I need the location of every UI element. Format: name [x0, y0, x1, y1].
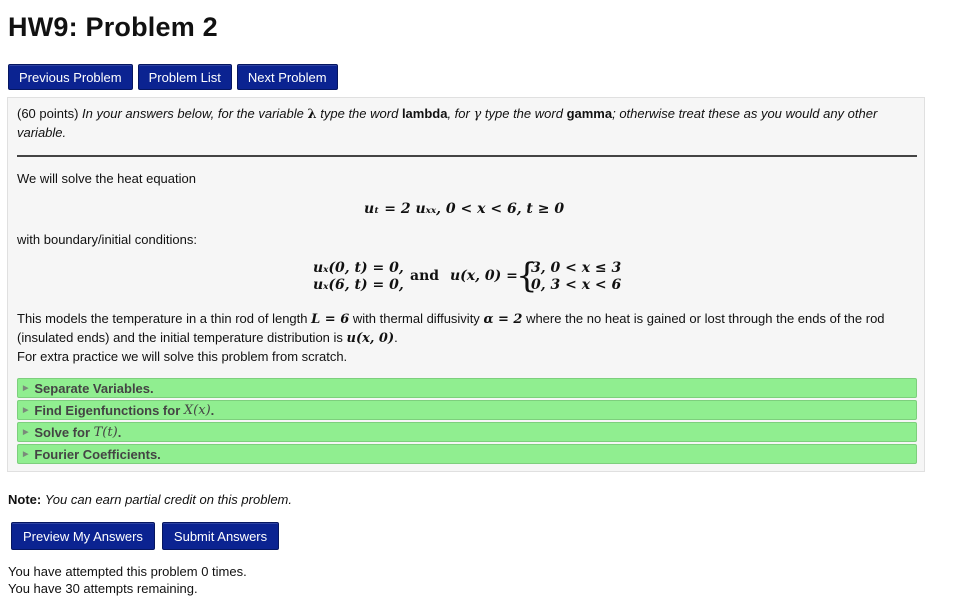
step-label: Find Eigenfunctions for	[34, 402, 181, 418]
chevron-right-icon: ▶	[23, 451, 29, 458]
initial-case-1: 3, 0 < x ≤ 3	[531, 260, 622, 276]
step-fourier-coefficients[interactable]	[17, 444, 917, 464]
step-math: T(t)	[93, 424, 118, 440]
step-find-eigenfunctions[interactable]	[17, 400, 917, 420]
note-text: You can earn partial credit on this problem.	[44, 492, 292, 507]
step-label: Separate Variables.	[34, 380, 154, 396]
left-brace-icon: {	[516, 256, 538, 296]
practice-text: For extra practice we will solve this problem from scratch.	[17, 349, 348, 364]
note-label: Note:	[8, 492, 42, 507]
attempts-remaining: You have 30 attempts remaining.	[8, 581, 198, 596]
models-text-2: with thermal diffusivity	[352, 311, 480, 326]
step-label: Fourier Coefficients.	[34, 446, 161, 462]
problem-instructions	[17, 105, 907, 142]
step-math: X(x)	[183, 402, 211, 418]
step-solve-for-t[interactable]	[17, 422, 917, 442]
attempted-count: You have attempted this problem 0 times.	[8, 564, 247, 579]
step-label: Solve for	[34, 424, 91, 440]
boundary-condition-left: uₓ(0, t) = 0,	[313, 260, 404, 276]
initial-condition-lhs: u(x, 0) =	[450, 268, 518, 284]
submit-answers-button[interactable]: Submit Answers	[162, 522, 279, 550]
step-separate-variables[interactable]	[17, 378, 917, 398]
initial-expression: u(x, 0)	[346, 331, 395, 346]
points-label: (60 points)	[17, 106, 79, 121]
step-label-end: .	[117, 424, 122, 440]
previous-problem-button[interactable]: Previous Problem	[8, 64, 133, 90]
models-text-1: This models the temperature in a thin rod of length	[17, 311, 308, 326]
intro-text-3: , for	[447, 106, 470, 121]
partial-credit-note	[8, 492, 292, 507]
divider	[17, 155, 917, 157]
answer-actions	[11, 522, 279, 550]
chevron-right-icon: ▶	[23, 385, 29, 392]
models-text-3: where the no heat is gained or lost through the ends of the rod (insulated ends) and the initial temperature distribution is	[17, 311, 885, 345]
solution-steps	[17, 378, 917, 466]
gamma-word: gamma	[566, 106, 613, 121]
problem-nav	[8, 64, 338, 90]
heat-intro: We will solve the heat equation	[17, 171, 196, 186]
model-description	[17, 310, 917, 366]
page-title: HW9: Problem 2	[8, 12, 218, 42]
problem-body	[7, 97, 925, 472]
lambda-word: lambda	[401, 106, 448, 121]
step-label-end: .	[210, 402, 215, 418]
gamma-symbol: γ	[473, 107, 482, 122]
conditions-intro: with boundary/initial conditions:	[17, 232, 197, 247]
intro-text-1: In your answers below, for the variable	[82, 106, 304, 121]
problem-list-button[interactable]: Problem List	[138, 64, 232, 90]
intro-text-5: ; otherwise treat these as you would any other variable.	[17, 106, 878, 140]
chevron-right-icon: ▶	[23, 429, 29, 436]
preview-answers-button[interactable]: Preview My Answers	[11, 522, 155, 550]
lambda-symbol: λ	[307, 107, 317, 122]
heat-equation: uₜ = 2 uₓₓ, 0 < x < 6, t ≥ 0	[364, 201, 565, 217]
boundary-condition-right: uₓ(6, t) = 0,	[313, 277, 404, 293]
length-expression: L = 6	[311, 312, 350, 327]
and-word: and	[410, 268, 440, 284]
chevron-right-icon: ▶	[23, 407, 29, 414]
intro-text-4: type the word	[484, 106, 563, 121]
initial-case-2: 0, 3 < x < 6	[531, 277, 622, 293]
intro-text-2: type the word	[320, 106, 399, 121]
attempt-status	[8, 563, 247, 597]
models-text-4: .	[394, 330, 398, 345]
alpha-expression: α = 2	[483, 312, 523, 327]
next-problem-button[interactable]: Next Problem	[237, 64, 338, 90]
